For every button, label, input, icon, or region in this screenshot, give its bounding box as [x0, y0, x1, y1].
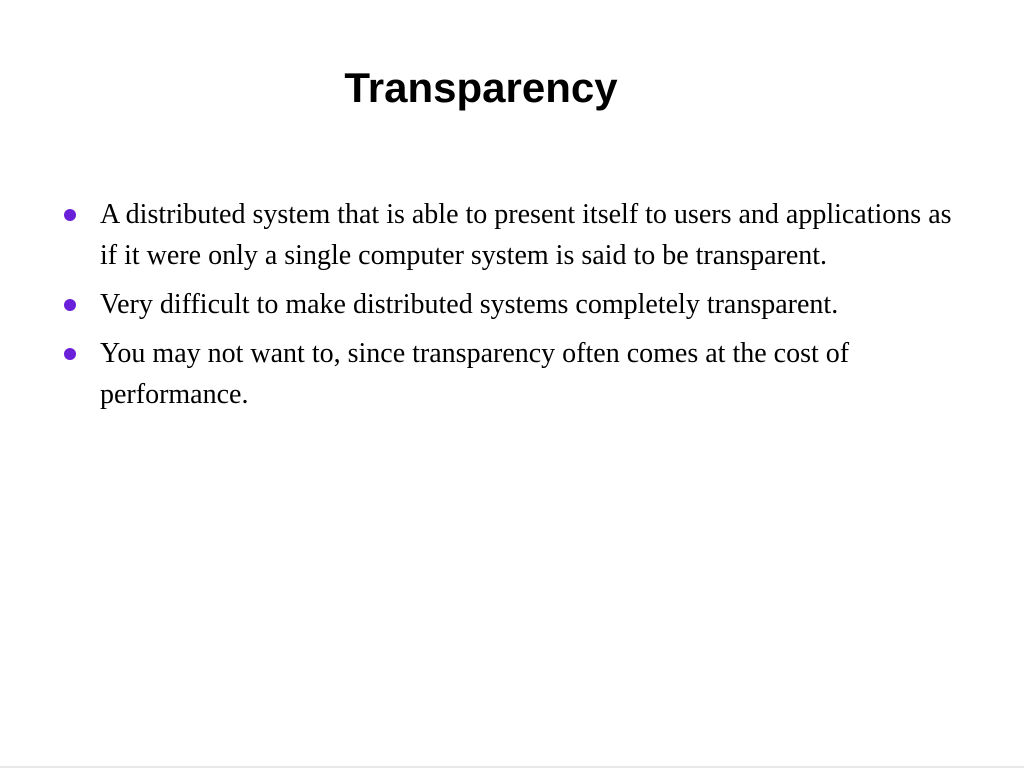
bullet-text: A distributed system that is able to present itself to users and applications as if it were only a single computer system is said to be transparent.	[100, 199, 952, 271]
bullet-item	[60, 333, 960, 415]
bullet-item	[60, 194, 960, 276]
bullet-list	[60, 194, 960, 423]
bullet-text: You may not want to, since transparency often comes at the cost of performance.	[100, 338, 850, 410]
slide-title: Transparency	[344, 64, 618, 111]
bullet-item	[60, 284, 960, 325]
bullet-dot-icon	[64, 299, 76, 311]
bullet-text: Very difficult to make distributed systems completely transparent.	[100, 289, 839, 320]
bullet-dot-icon	[64, 209, 76, 221]
bullet-dot-icon	[64, 348, 76, 360]
